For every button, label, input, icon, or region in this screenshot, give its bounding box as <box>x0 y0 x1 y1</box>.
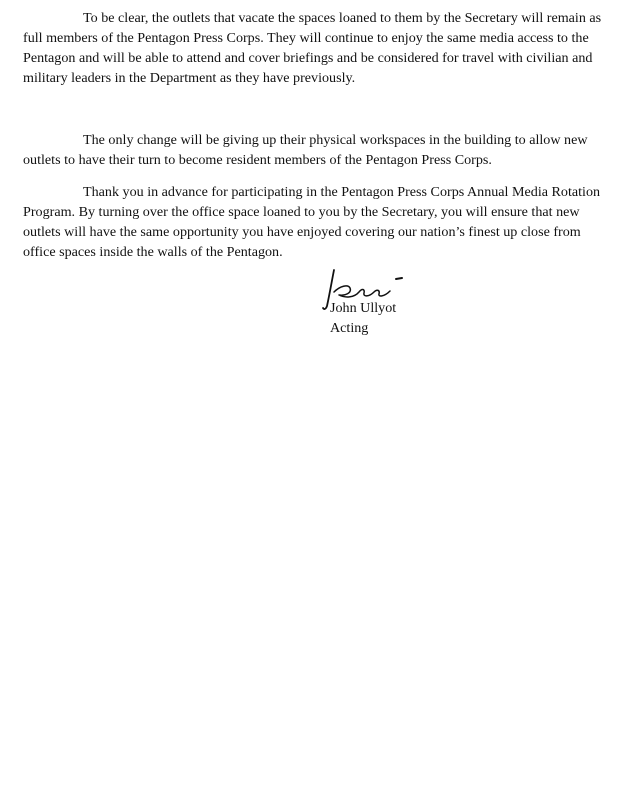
paragraph-thank-you: Thank you in advance for participating in the Pentagon Press Corps Annual Media Rotation Program. By turning over the office space loaned to you by the Secretary, you will ensure that new outlets will have the same opportunity you have enjoyed covering our nation’s finest up close from office spaces inside the walls of the Pentagon. <box>23 184 601 260</box>
paragraph-only-change: The only change will be giving up their physical workspaces in the building to allow new outlets to have their turn to become resident members of the Pentagon Press Corps. <box>23 132 588 168</box>
paragraph-outlets-remain-members: To be clear, the outlets that vacate the spaces loaned to them by the Secretary will remain as full members of the Pentagon Press Corps. They will continue to enjoy the same media access to the Pentagon and will be able to attend and cover briefings and be considered for travel with civilian and military leaders in the Department as they have previously. <box>23 10 602 86</box>
signer-name: John Ullyot <box>330 300 397 316</box>
signer-title: Acting <box>330 320 369 336</box>
